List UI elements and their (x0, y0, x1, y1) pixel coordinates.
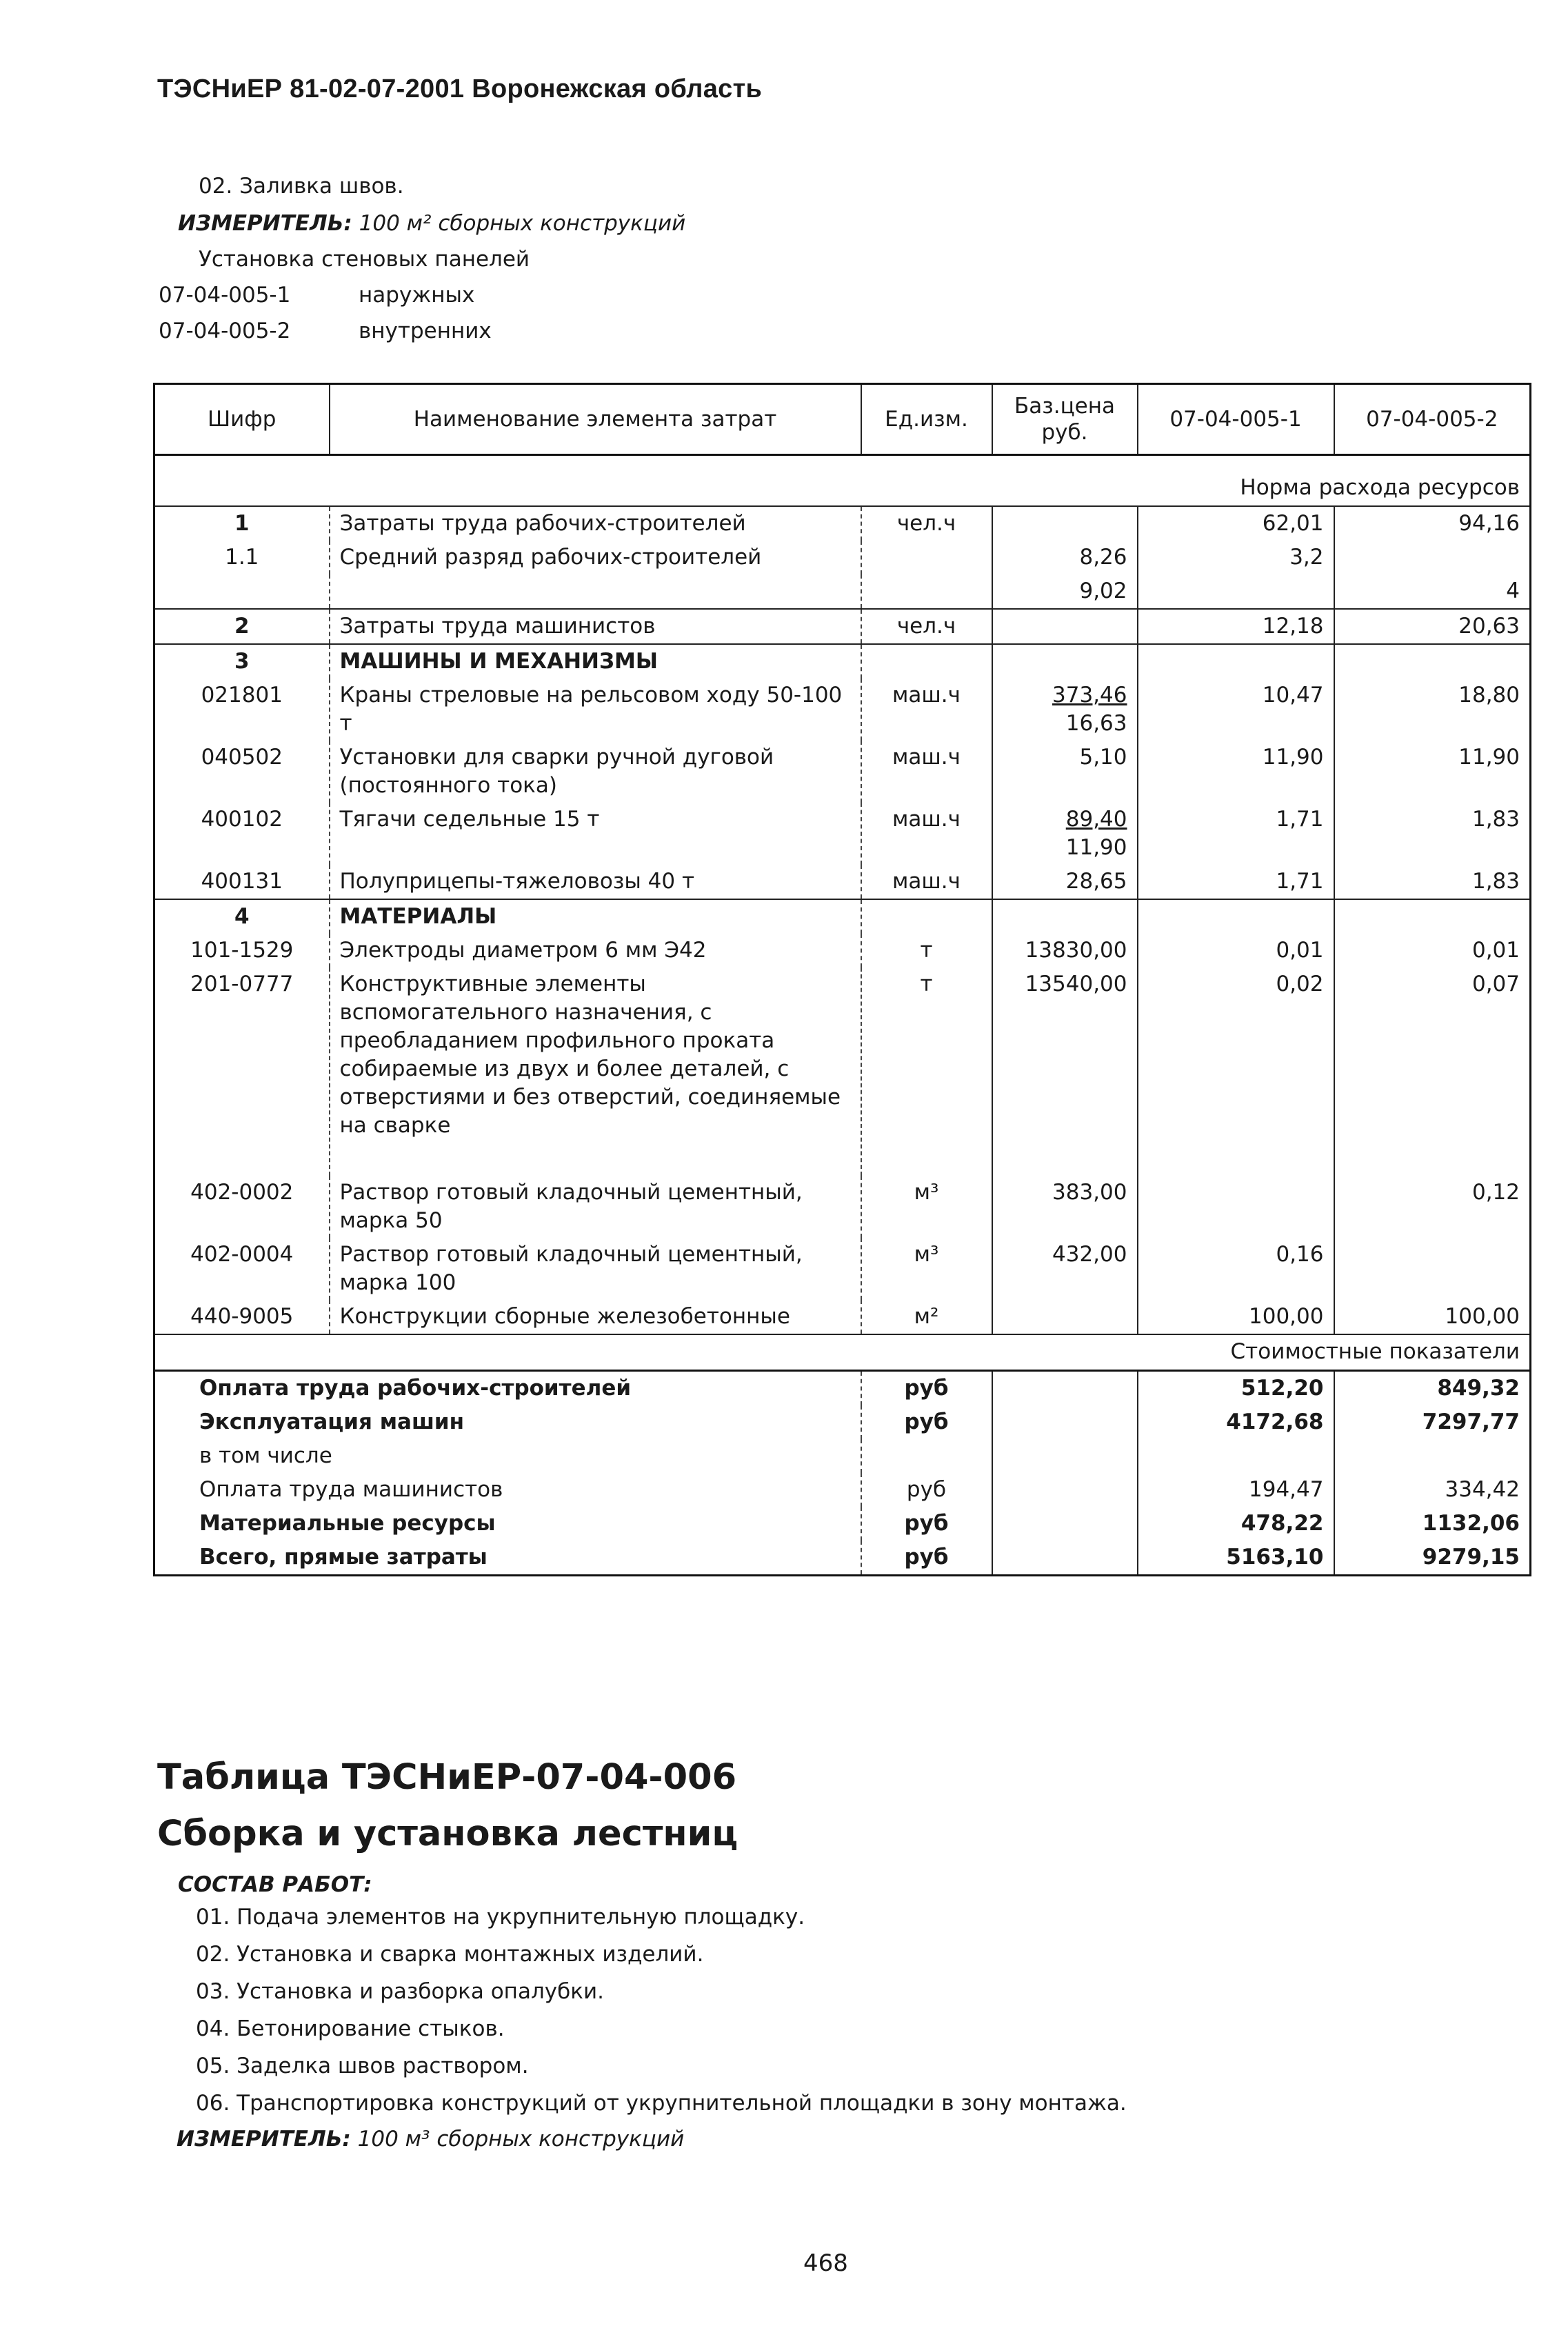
table-row: 2 Затраты труда машинистов чел.ч 12,18 20,63 (154, 609, 1531, 644)
next-measure-value: 100 м³ сборных конструкций (357, 2127, 685, 2152)
table-row: 9,02 4 (154, 574, 1531, 609)
cost-band: Стоимостные показатели (154, 1334, 1531, 1371)
next-table-subtitle: Сборка и установка лестниц (157, 1814, 738, 1854)
table-row: 400131 Полуприцепы-тяжеловозы 40 т маш.ч 28,65 1,71 1,83 (154, 865, 1531, 899)
cost-row: Оплата труда машинистов руб 194,47 334,42 (154, 1473, 1531, 1507)
header-name: Наименование элемента затрат (330, 384, 861, 455)
cost-row: Всего, прямые затраты руб 5163,10 9279,15 (154, 1541, 1531, 1576)
table-row: 440-9005 Конструкции сборные железобетонные м² 100,00 100,00 (154, 1300, 1531, 1334)
table-row: 201-0777 Конструктивные элементы вспомогательного назначения, с преобладанием профильного проката собираемые из двух и более деталей, с отверстиями и без отверстий, соединяемые на сварке т 13540,00 0,02 0,07 (154, 968, 1531, 1176)
work-step-1: 01. Подача элементов на укрупнительную площадку. (196, 1905, 805, 1929)
composition-label: СОСТАВ РАБОТ: (178, 1872, 372, 1897)
work-step-6: 06. Транспортировка конструкций от укрупнительной площадки в зону монтажа. (196, 2091, 1127, 2116)
section-header-row: 3 МАШИНЫ И МЕХАНИЗМЫ (154, 644, 1531, 679)
resource-norm-table (153, 383, 1531, 1576)
next-measure-label: ИЗМЕРИТЕЛЬ: (177, 2127, 351, 2152)
table-row: 400102 Тягачи седельные 15 т маш.ч 89,40 11,90 1,71 1,83 (154, 803, 1531, 865)
item-name-1: наружных (359, 283, 475, 308)
table-row: 1 Затраты труда рабочих-строителей чел.ч 62,01 94,16 (154, 506, 1531, 541)
table-row: 021801 Краны стреловые на рельсовом ходу 50-100 т маш.ч 373,46 16,63 10,47 18,80 (154, 679, 1531, 741)
table-row: 402-0004 Раствор готовый кладочный цементный, марка 100 м³ 432,00 0,16 (154, 1238, 1531, 1300)
work-step-5: 05. Заделка швов раствором. (196, 2054, 529, 2078)
item-name-2: внутренних (359, 319, 492, 343)
work-item: 02. Заливка швов. (199, 174, 404, 199)
cost-row: в том числе (154, 1439, 1531, 1473)
header-code: Шифр (154, 384, 330, 455)
page-number: 468 (803, 2249, 848, 2277)
work-step-4: 04. Бетонирование стыков. (196, 2016, 505, 2041)
next-table-title: Таблица ТЭСНиЕР-07-04-006 (157, 1757, 737, 1798)
table-row: 402-0002 Раствор готовый кладочный цементный, марка 50 м³ 383,00 0,12 (154, 1176, 1531, 1238)
cost-row: Оплата труда рабочих-строителей руб 512,20 849,32 (154, 1371, 1531, 1406)
measure-line (178, 211, 685, 236)
table-row: 101-1529 Электроды диаметром 6 мм Э42 т 13830,00 0,01 0,01 (154, 934, 1531, 968)
section-header-row: 4 МАТЕРИАЛЫ (154, 899, 1531, 934)
subtitle: Установка стеновых панелей (199, 247, 530, 272)
work-step-2: 02. Установка и сварка монтажных изделий. (196, 1942, 704, 1967)
cost-row: Эксплуатация машин руб 4172,68 7297,77 (154, 1405, 1531, 1439)
table-row: 040502 Установки для сварки ручной дуговой (постоянного тока) маш.ч 5,10 11,90 11,90 (154, 741, 1531, 803)
table-header-row (154, 384, 1531, 455)
norm-band: Норма расхода ресурсов (154, 471, 1531, 506)
measure-value: 100 м² сборных конструкций (359, 211, 686, 236)
header-col1: 07-04-005-1 (1138, 384, 1334, 455)
header-unit: Ед.изм. (861, 384, 992, 455)
measure-label: ИЗМЕРИТЕЛЬ: (178, 211, 352, 236)
cost-row: Материальные ресурсы руб 478,22 1132,06 (154, 1507, 1531, 1541)
header-price: Баз.цена руб. (992, 384, 1138, 455)
item-code-2: 07-04-005-2 (159, 319, 291, 343)
work-step-3: 03. Установка и разборка опалубки. (196, 1979, 604, 2004)
document-header-title: ТЭСНиЕР 81-02-07-2001 Воронежская область (157, 74, 763, 103)
header-col2: 07-04-005-2 (1334, 384, 1531, 455)
item-code-1: 07-04-005-1 (159, 283, 291, 308)
table-row: 1.1 Средний разряд рабочих-строителей 8,26 3,2 (154, 541, 1531, 574)
next-measure-line (177, 2127, 684, 2152)
